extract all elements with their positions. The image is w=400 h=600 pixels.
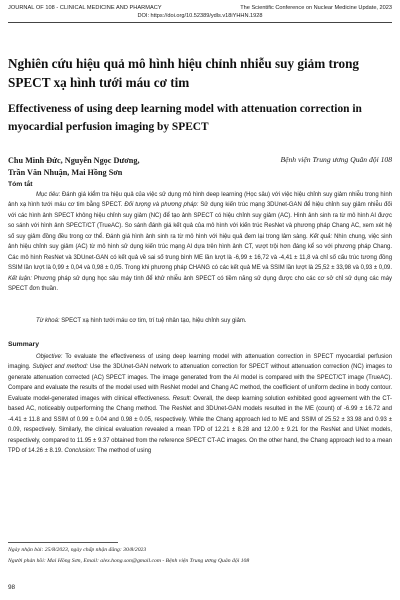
run-in-heading: Kết luận:: [8, 275, 34, 282]
run-in-heading: Subject and method:: [32, 364, 91, 371]
body-text: The method of using: [97, 448, 152, 455]
running-header: [8, 4, 392, 24]
footnote-dates: Ngày nhận bài: 25/8/2023, ngày chấp nhận đăng: 30/8/2023: [8, 547, 147, 553]
title-english: Effectiveness of using deep learning model with attenuation correction in myocardial perfusion imaging by SPECT: [8, 103, 362, 133]
body-text: Overall, the deep learning solution exhibited good agreement with the CT-based AC, noticeably outperforming the Chang method. The ResNet and 3DUnet-GAN models resulted in the ME (count) of -6.99 ± 16.72 and -4.41 ± 11.8 and SSIM of 0.99 ± 0.04 and 0.98 ± 0.05, respectively. While the Chang approach led to ME and SSIM of 25.52 ± 33.98 and 0.93 ± 0.09, respectively. Similarly, the clinical evaluation revealed a mean TPD of 12.21 ± 8.28 and 12.00 ± 9.21 for the ResNet and UNet models, respectively, compared to 11.95 ± 9.37 obtained from the reference SPECT CT-AC images. On the other hand, the Chang approach led to a mean TPD of 14.26 ± 8.19.: [8, 395, 392, 455]
body-text: Use the 3DUnet-GAN network to attenuation correction for SPECT without attenuation correction (NC) images to generate attenuation corrected (AC) SPECT images. The image generated from the AI model is compared with the SPECT/CT image (TrueAC). Compare and evaluate the results of the model used with ResNet model and Chang AC method, the coefficient of uniform decline in body contour. Evaluate model-generated images with clinical effectiveness.: [8, 364, 392, 402]
run-in-heading: Result:: [172, 395, 194, 402]
run-in-heading: Kết quả:: [309, 233, 335, 240]
body-text: To evaluate the effectiveness of using deep learning model with attenuation correction in SPECT myocardial perfusion imaging.: [8, 354, 392, 371]
keywords-label: Từ khoá:: [36, 317, 62, 324]
summary-heading: Summary: [8, 341, 39, 348]
footnote-contact: Người phản hồi: Mai Hồng Sơn, Email: alex.hong.son@gmail.com - Bệnh viện Trung ương Quân đội 108: [8, 558, 250, 564]
body-text: Sử dụng kiến trúc mạng 3DUnet-GAN để hiệu chỉnh suy giảm nhiễu đối với các hình ảnh SPECT không hiệu chỉnh suy giảm (NC) để tạo ảnh SPECT có hiệu chỉnh suy giảm (AC). Hình ảnh sinh ra từ mô hình AI được so sánh với hình ảnh SPECT/CT (TrueAC). So sánh đánh giá kết quả của mô hình với kiến trúc ResNet và phương pháp Chang AC, xem xét hệ số suy giảm đồng đều trong cơ thể. Đánh giá hình ảnh sinh ra từ mô hình với hiệu quả đem lại trong lâm sàng.: [8, 202, 392, 240]
body-text: Đánh giá kiểm tra hiệu quả của việc sử dụng mô hình deep learning (Học sâu) với việc hiệu chỉnh suy giảm nhiễu trong hình ảnh xạ hình tưới máu cơ tim bằng SPECT.: [8, 192, 392, 209]
summary-body: [8, 352, 392, 457]
keywords-vi: [8, 316, 392, 326]
body-text: Phương pháp sử dụng học sâu máy tính để khử nhiễu ảnh SPECT có tiềm năng sử dụng được cho các cơ sở chỉ sử dụng các máy SPECT đơn thuần.: [8, 275, 392, 293]
keywords-text: SPECT xạ hình tưới máu cơ tim, trí tuệ nhân tạo, hiệu chỉnh suy giảm.: [61, 317, 247, 324]
abstract-vi-heading: Tóm tắt: [8, 181, 33, 188]
page-number: 98: [8, 584, 16, 591]
run-in-heading: Objective:: [36, 354, 66, 360]
run-in-heading: Conclusion:: [64, 448, 98, 455]
author-line-1: Chu Minh Đức, Nguyễn Ngọc Dương,: [8, 156, 140, 165]
body-text: Nhìn chung, việc sinh ảnh hiệu chỉnh suy giảm (AC) từ mô hình sử dụng kiến trúc mạng AI dựa trên hình ảnh CT, vượt trội hơn đáng kể so với phương pháp Chang. Các mô hình ResNet và 3DUnet-GAN có kết quả về sai số trung bình ME lần lượt là -6,99 ± 16,72 và -4,41 ± 11,8 và chỉ số cấu trúc tương đồng SSIM lần lượt là 0,99 ± 0,04 và 0,98 ± 0,05. Trong khi phương pháp CHANG có các kết quả ME và SSIM lần lượt là 25,52 ± 33,98 và 0,93 ± 0,09.: [8, 233, 392, 272]
doi-link[interactable]: DOI: https://doi.org/10.52389/ydls.v18iYHHN.1928: [137, 13, 263, 19]
author-affiliation: Bệnh viện Trung ương Quân đội 108: [280, 155, 392, 164]
header-divider: [8, 22, 392, 23]
author-line-2: Trần Văn Nhuận, Mai Hồng Sơn: [8, 167, 123, 177]
conference-name: The Scientific Conference on Nuclear Medicine Update, 2023: [240, 5, 392, 11]
footnote-divider: [8, 542, 118, 543]
title-vietnamese: Nghiên cứu hiệu quả mô hình hiệu chỉnh nhiễu suy giảm trong SPECT xạ hình tưới máu cơ tim: [8, 56, 360, 90]
journal-name: JOURNAL OF 108 - CLINICAL MEDICINE AND PHARMACY: [8, 5, 162, 11]
abstract-vi-body: [8, 190, 392, 295]
run-in-heading: Đối tượng và phương pháp:: [124, 202, 201, 209]
author-list: [8, 155, 140, 178]
run-in-heading: Mục tiêu:: [36, 192, 63, 198]
